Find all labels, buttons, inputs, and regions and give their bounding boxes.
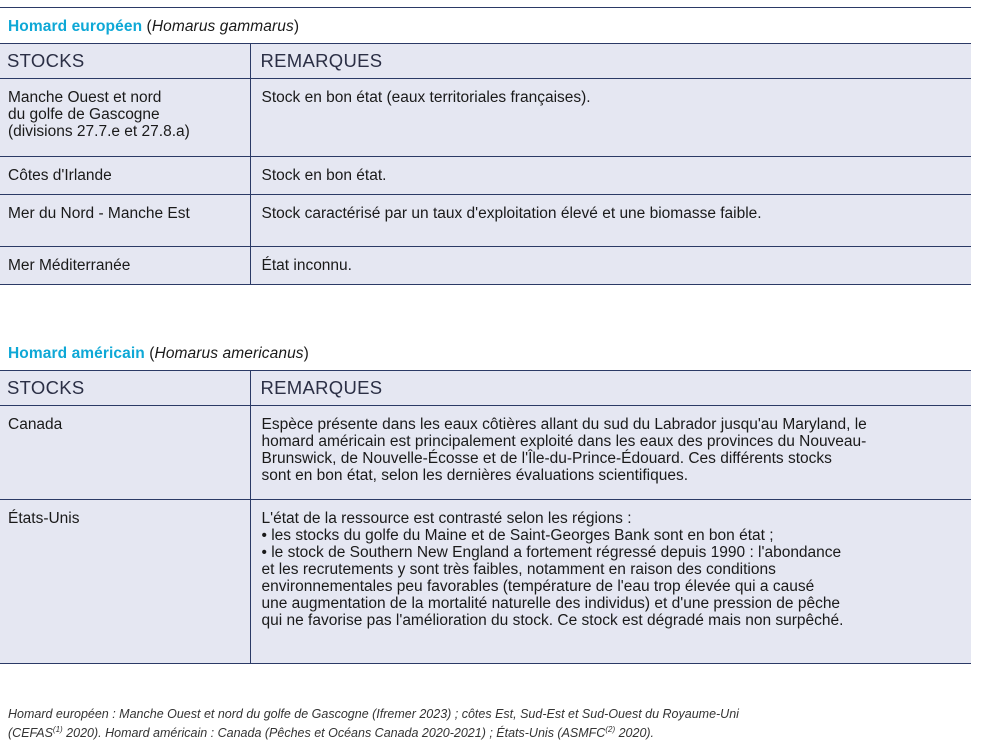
source-footnote: Homard européen : Manche Ouest et nord du golfe de Gascogne (Ifremer 2023) ; côtes Est, Sud-Est et Sud-Ouest du Royaume-Uni (CEFAS$^{(1)}$ 2020). Homard américain : Canada (Pêches et Océans Canada 2020-2021) ; États-Unis (ASMFC$^{(2)}$ 2020). — [8, 707, 739, 741]
table-row — [0, 195, 971, 247]
table-row — [0, 500, 971, 664]
remark-cell: L'état de la ressource est contrasté selon les régions : • les stocks du golfe du Maine et de Saint-Georges Bank sont en bon état ; • le stock de Southern New England a fortement régressé depuis 1990 : l'abondance et les recrutements y sont très faibles, notamment en raison des conditions environnementales peu favorables (température de l'eau trop élevée qui a causé une augmentation de la mortalité naturelle des individus) et d'une pression de pêche qui ne favorise pas l'amélioration du stock. Ce stock est dégradé mais non surpêché. — [250, 500, 971, 664]
column-header-stocks: STOCKS — [0, 371, 250, 406]
column-header-stocks: STOCKS — [0, 44, 250, 79]
footnote-ref-2: (2) — [605, 725, 616, 734]
species-common-name: Homard européen — [8, 18, 143, 35]
stock-cell: Côtes d'Irlande — [0, 157, 250, 195]
stock-cell: Canada — [0, 406, 250, 500]
remark-cell: Stock en bon état (eaux territoriales françaises). — [250, 79, 971, 157]
european-lobster-table — [0, 44, 971, 285]
table-header-row — [0, 44, 971, 79]
table-row — [0, 79, 971, 157]
column-header-remarks: REMARQUES — [250, 44, 971, 79]
table-row — [0, 157, 971, 195]
footnote-ref-1: (1) — [52, 725, 63, 734]
species-scientific-name: Homarus gammarus — [151, 18, 294, 35]
species-scientific-name: Homarus americanus — [154, 345, 304, 362]
table-row — [0, 406, 971, 500]
american-lobster-table — [0, 371, 971, 664]
column-header-remarks: REMARQUES — [250, 371, 971, 406]
stock-cell: Mer du Nord - Manche Est — [0, 195, 250, 247]
section-title-american-lobster: Homard américain (Homarus americanus) — [8, 345, 309, 362]
section-title-european-lobster: Homard européen (Homarus gammarus) — [8, 18, 300, 35]
table-row — [0, 247, 971, 285]
stock-cell: Manche Ouest et nord du golfe de Gascogne (divisions 27.7.e et 27.8.a) — [0, 79, 250, 157]
species-common-name: Homard américain — [8, 345, 145, 362]
remark-cell: Stock en bon état. — [250, 157, 971, 195]
stock-cell: Mer Méditerranée — [0, 247, 250, 285]
stock-cell: États-Unis — [0, 500, 250, 664]
remark-cell: Espèce présente dans les eaux côtières allant du sud du Labrador jusqu'au Maryland, le homard américain est principalement exploité dans les eaux des provinces du Nouveau- Brunswick, de Nouvelle-Écosse et de l'Île-du-Prince-Édouard. Ces différents stocks sont en bon état, selon les dernières évaluations scientifiques. — [250, 406, 971, 500]
table-header-row — [0, 371, 971, 406]
top-rule — [0, 7, 971, 8]
remark-cell: Stock caractérisé par un taux d'exploitation élevé et une biomasse faible. — [250, 195, 971, 247]
remark-cell: État inconnu. — [250, 247, 971, 285]
